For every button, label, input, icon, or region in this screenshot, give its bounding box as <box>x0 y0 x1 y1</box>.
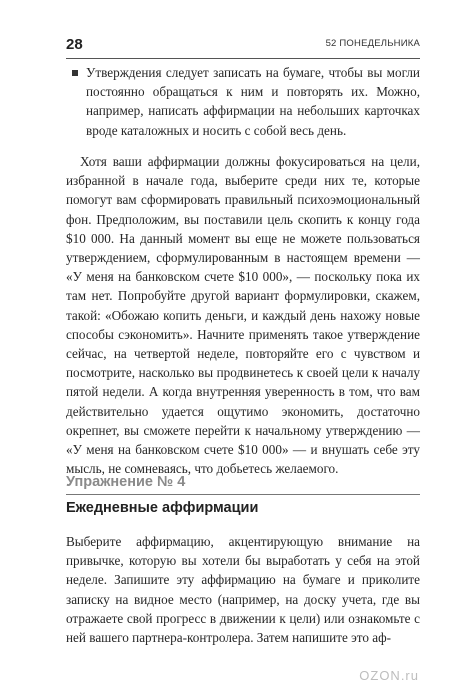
paragraph-text: Хотя ваши аффирмации должны фокусироваться на цели, избранной в начале года, выберите среди них те, которые помогут вам сформировать правильный психоэмоциональный фон. Предположим, вы поставили цель скопить к концу года $10 000. На данный момент вы еще не можете пользоваться утверждением, сформулированным в настоящем времени — «У меня на банковском счете $10 000», — поскольку пока их там нет. Попробуйте другой вариант формулировки, скажем, такой: «Обожаю копить деньги, и каждый день нахожу новые способы сэкономить». Начните применять такое утверждение сейчас, на четвертой неделе, повторяйте его с чувством и посмотрите, насколько вы продвинетесь к своей цели к началу пятой недели. А когда внутренняя уверенность в том, что вам действительно удается ощутимо экономить, достаточно окрепнет, вы сможете перейти к начальному утверждению — «У меня на банковском счете $10 000» — и внушать себе эту мысль, не сомневаясь, что добьетесь желаемого. <box>66 154 420 477</box>
paragraph-block <box>66 152 420 478</box>
exercise-title: Ежедневные аффирмации <box>66 500 259 516</box>
running-head-title: 52 ПОНЕДЕЛЬНИКА <box>325 38 420 49</box>
page-number: 28 <box>66 36 83 53</box>
running-header <box>66 34 420 59</box>
paragraph-affirmations-focus <box>66 152 420 478</box>
paragraph-block <box>66 532 420 647</box>
paragraph-exercise-instructions: Выберите аффирмацию, акцентирующую внимание на привычке, которую вы хотели бы выработать у себя на этой неделе. Запишите эту аффирмацию на бумаге и приколите записку на видное место (например, на доску учета, где вы отражаете свой прогресс в движении к цели) или ознакомьте с ней вашего партнера-контролера. Затем напишите это аф- <box>66 534 420 646</box>
ozon-watermark: OZON.ru <box>359 668 419 683</box>
exercise-divider <box>66 494 420 495</box>
exercise-label: Упражнение № 4 <box>66 474 186 490</box>
square-bullet-icon <box>72 70 78 76</box>
bullet-text: Утверждения следует записать на бумаге, чтобы вы могли постоянно обращаться к ним и повторять их. Можно, например, написать аффирмации на небольших карточках вроде каталожных и носить с собой весь день. <box>86 65 420 138</box>
bullet-item <box>72 63 420 140</box>
